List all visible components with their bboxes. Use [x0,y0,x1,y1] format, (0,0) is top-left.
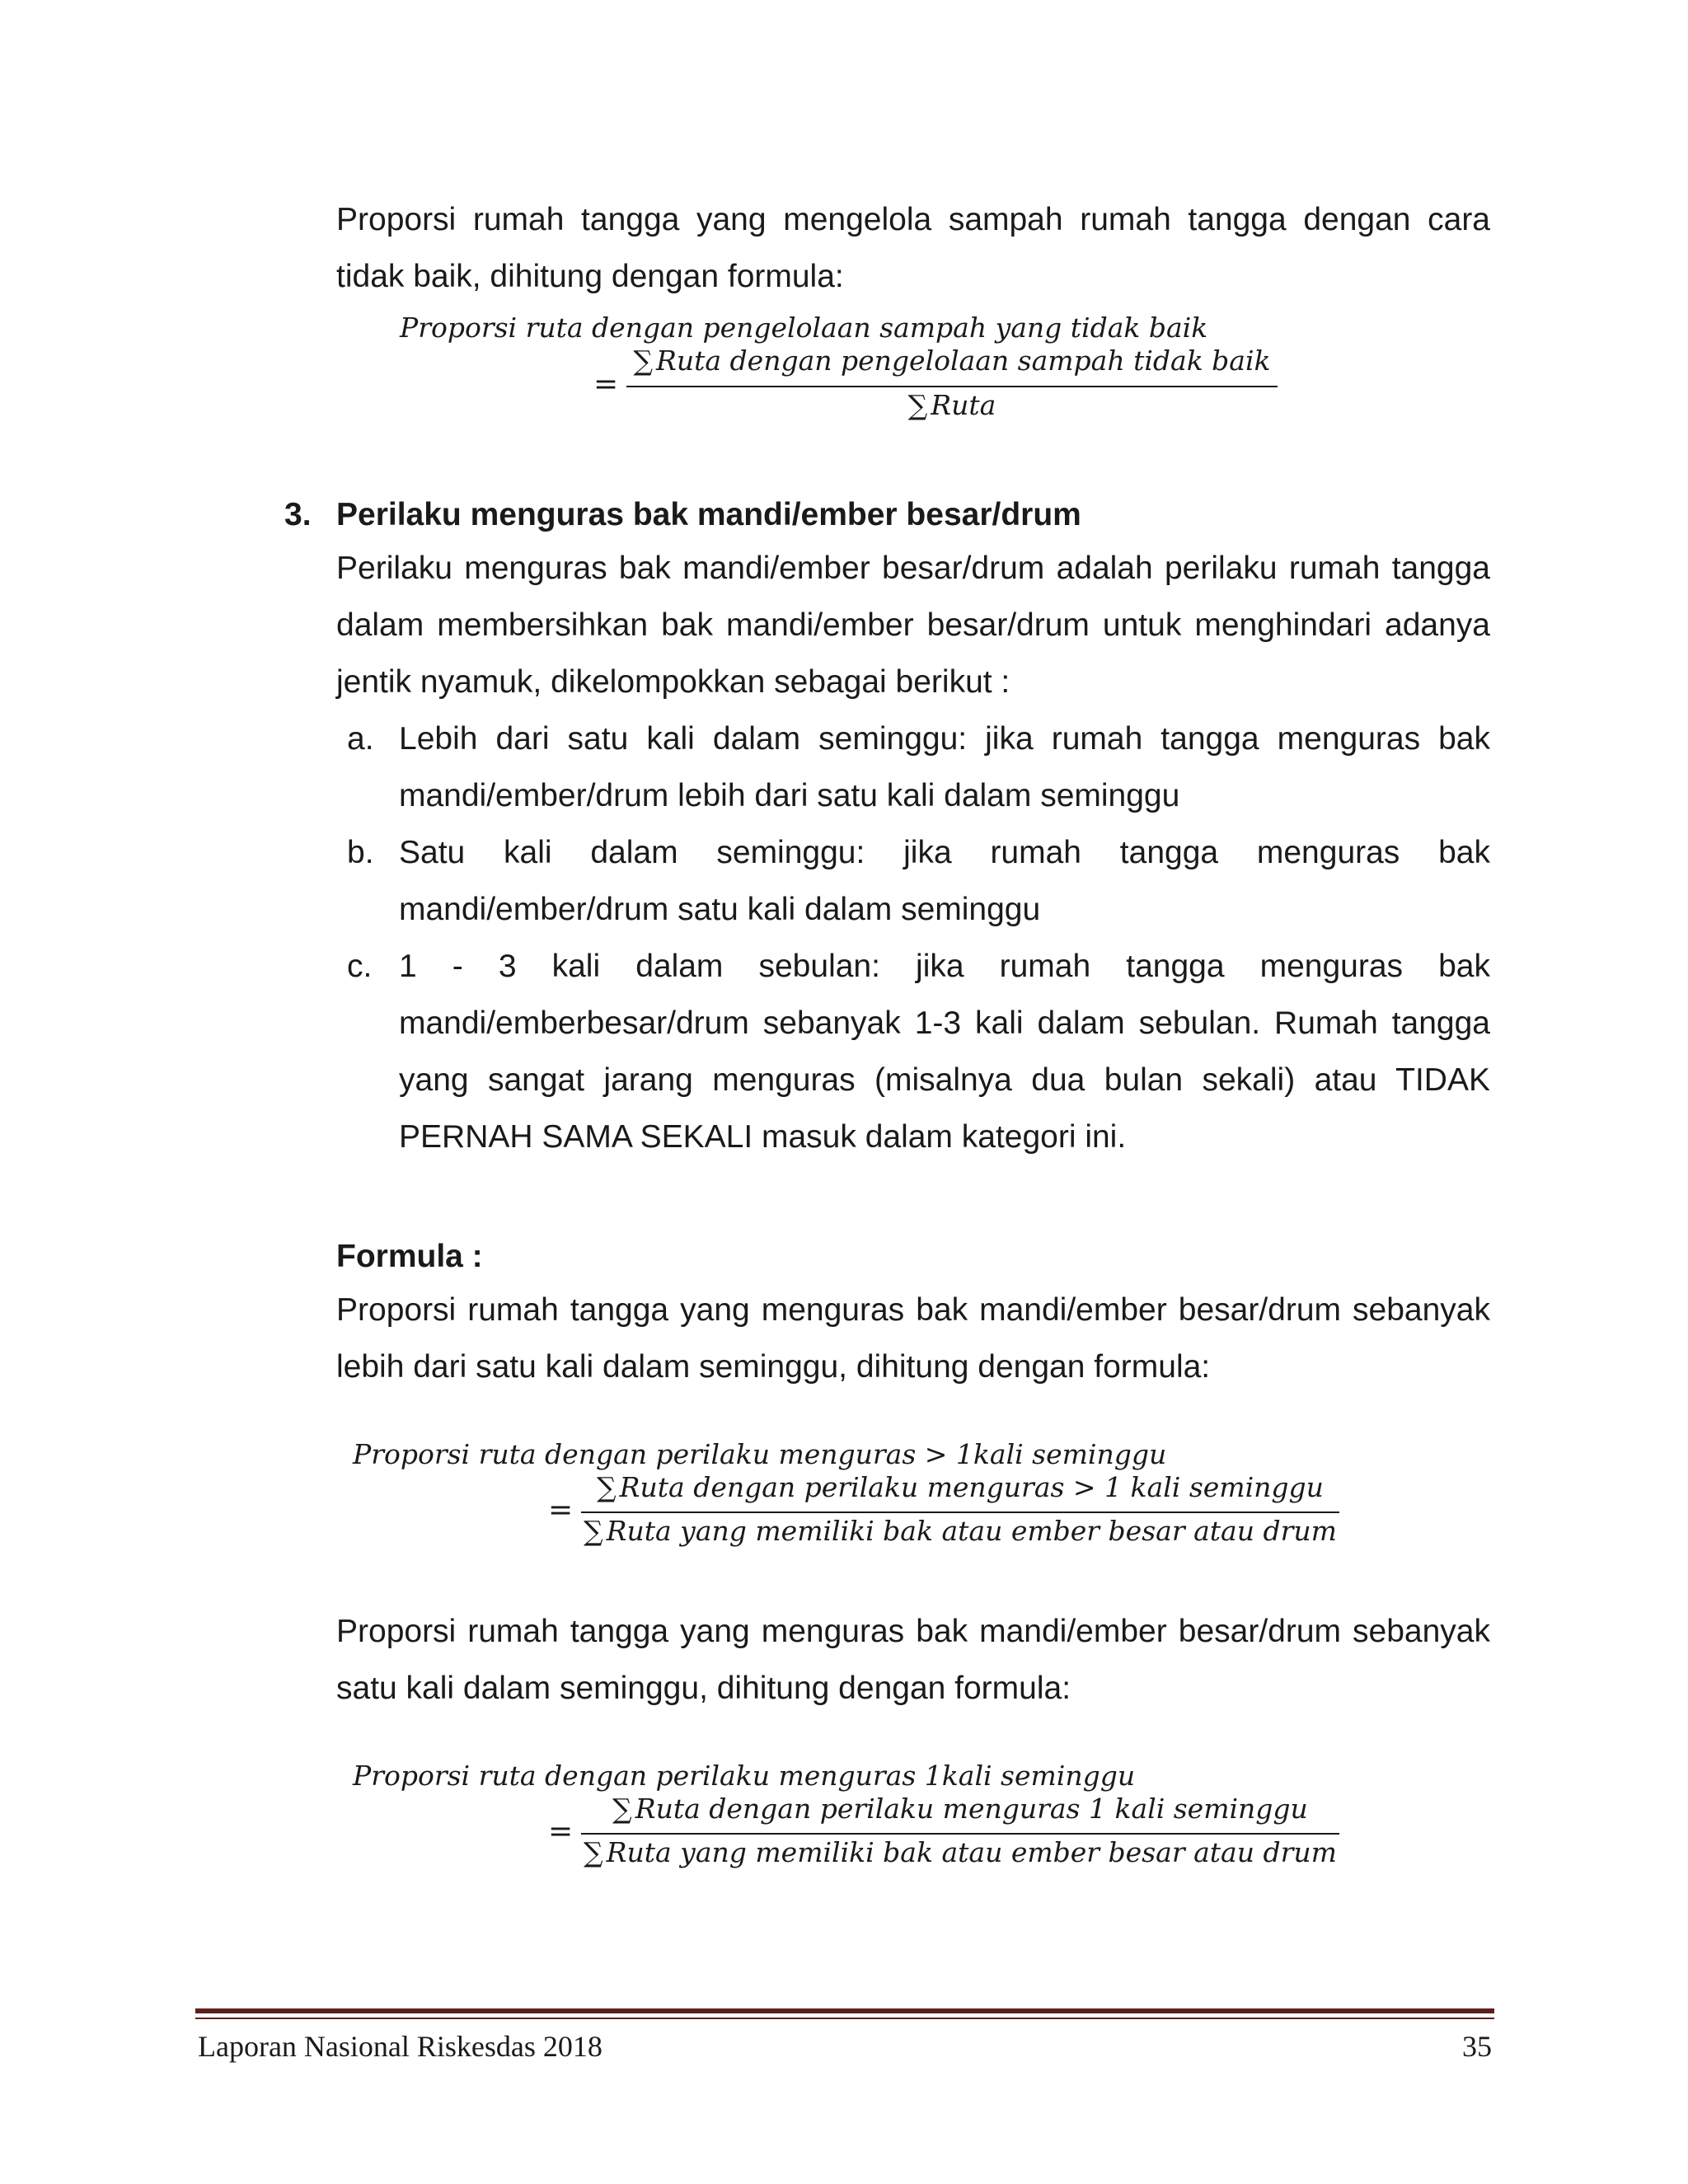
sum-symbol: ∑ [584,1836,603,1868]
page-number: 35 [1462,2030,1492,2063]
formula-3-numerator-text: Ruta dengan perilaku menguras 1 kali seminggu [635,1793,1308,1825]
list-item-text: 1 - 3 kali dalam sebulan: jika rumah tangga menguras bak mandi/emberbesar/drum sebanyak 1-3 kali dalam sebulan. Rumah tangga yang sangat jarang menguras (misalnya dua bulan sekali) atau TIDAK PERNAH SAMA SEKALI masuk dalam kategori ini. [399,949,1490,1155]
sum-symbol: ∑ [584,1515,603,1547]
formula-2-numerator [581,1471,1339,1503]
list-marker: a. [347,721,374,757]
formula-label: Formula : [336,1239,483,1274]
formula-1-denominator [626,389,1278,421]
footer-rule [195,2008,1494,2013]
formula-description-1: Proporsi rumah tangga yang menguras bak mandi/ember besar/drum sebanyak lebih dari satu kali dalam seminggu, dihitung dengan formula: [336,1292,1490,1385]
list-marker: b. [347,835,374,870]
section-3-description: Perilaku menguras bak mandi/ember besar/drum adalah perilaku rumah tangga dalam membersihkan bak mandi/ember besar/drum untuk menghindari adanya jentik nyamuk, dikelompokkan sebagai berikut : [336,551,1490,700]
sum-symbol: ∑ [907,389,928,421]
formula-1-equals: = [593,368,619,401]
footer-report-title: Laporan Nasional Riskesdas 2018 [198,2030,603,2063]
section-title: Perilaku menguras bak mandi/ember besar/drum [336,497,1081,532]
formula-2-fraction-bar [581,1511,1339,1513]
section-number: 3. [284,497,312,532]
intro-paragraph: Proporsi rumah tangga yang mengelola sampah rumah tangga dengan cara tidak baik, dihitung dengan formula: [336,202,1490,294]
formula-3-equals: = [548,1815,574,1849]
list-marker: c. [347,949,373,984]
sum-symbol: ∑ [633,344,654,377]
formula-2-equals: = [548,1493,574,1527]
formula-3-denominator [581,1836,1339,1868]
formula-1-fraction-bar [626,386,1278,387]
formula-2-numerator-text: Ruta dengan perilaku menguras > 1 kali seminggu [619,1471,1324,1503]
formula-3-numerator [581,1793,1339,1825]
formula-3-denominator-text: Ruta yang memiliki bak atau ember besar atau drum [606,1836,1337,1868]
formula-2-denominator-text: Ruta yang memiliki bak atau ember besar atau drum [606,1515,1337,1547]
sum-symbol: ∑ [612,1793,632,1825]
formula-1-denominator-text: Ruta [931,389,996,421]
formula-1-numerator [626,344,1278,377]
formula-description-2: Proporsi rumah tangga yang menguras bak mandi/ember besar/drum sebanyak satu kali dalam seminggu, dihitung dengan formula: [336,1614,1490,1706]
formula-2-lhs: Proporsi ruta dengan perilaku menguras > 1kali seminggu [353,1438,1167,1470]
list-item-text: Lebih dari satu kali dalam seminggu: jika rumah tangga menguras bak mandi/ember/drum lebih dari satu kali dalam seminggu [399,721,1490,813]
formula-3-fraction-bar [581,1833,1339,1835]
formula-3-lhs: Proporsi ruta dengan perilaku menguras 1kali seminggu [353,1760,1136,1792]
formula-2-denominator [581,1515,1339,1547]
formula-1-numerator-text: Ruta dengan pengelolaan sampah tidak baik [656,344,1271,377]
list-item-text: Satu kali dalam seminggu: jika rumah tangga menguras bak mandi/ember/drum satu kali dalam seminggu [399,835,1490,927]
sum-symbol: ∑ [597,1471,617,1503]
formula-1-lhs: Proporsi ruta dengan pengelolaan sampah yang tidak baik [400,312,1208,344]
footer-rule-thin [195,2018,1494,2019]
